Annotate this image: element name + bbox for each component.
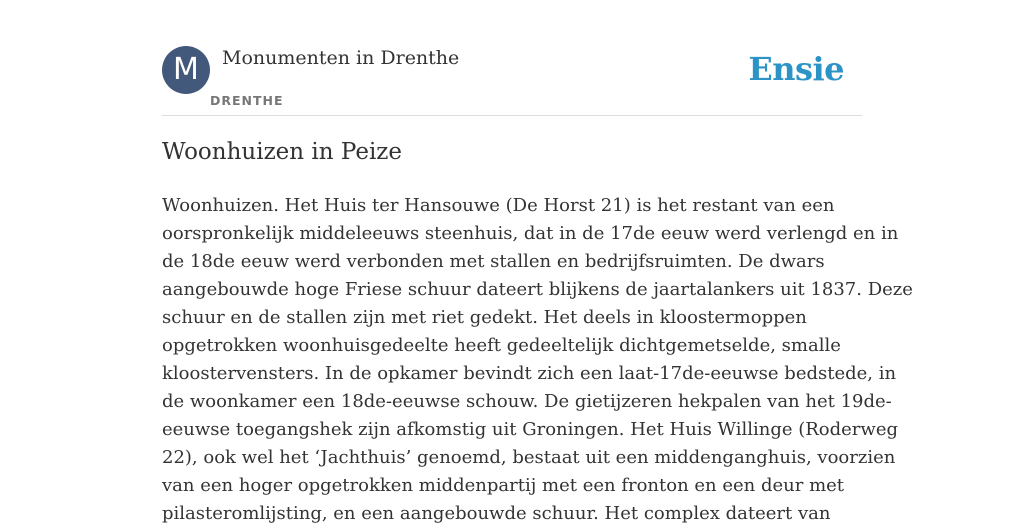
article-body bbox=[162, 192, 913, 528]
article-body-line: oorspronkelijk middeleeuws steenhuis, dat in de 17de eeuw werd verlengd en in bbox=[162, 223, 899, 244]
ensie-logo[interactable]: Ensie bbox=[748, 50, 844, 88]
source-category[interactable]: DRENTHE bbox=[210, 93, 284, 108]
avatar[interactable]: M bbox=[162, 46, 210, 94]
article-body-line: opgetrokken woonhuisgedeelte heeft gedeeltelijk dichtgemetselde, smalle bbox=[162, 335, 841, 356]
source-title[interactable]: Monumenten in Drenthe bbox=[222, 47, 460, 69]
article-body-line: eeuwse toegangshek zijn afkomstig uit Groningen. Het Huis Willinge (Roderweg bbox=[162, 419, 898, 440]
article-body-line: 22), ook wel het ‘Jachthuis’ genoemd, bestaat uit een middenganghuis, voorzien bbox=[162, 447, 896, 468]
article-body-line: van een hoger opgetrokken middenpartij met een fronton en een deur met bbox=[162, 475, 845, 496]
article-body-line: pilasteromlijsting, en een aangebouwde schuur. Het complex dateert van bbox=[162, 503, 831, 524]
article-body-line: aangebouwde hoge Friese schuur dateert blijkens de jaartalankers uit 1837. Deze bbox=[162, 279, 913, 300]
article-body-line: schuur en de stallen zijn met riet gedekt. Het deels in kloostermoppen bbox=[162, 307, 807, 328]
article-body-line: kloostervensters. In de opkamer bevindt zich een laat-17de-eeuwse bedstede, in bbox=[162, 363, 897, 384]
header-divider bbox=[162, 115, 862, 116]
article-body-line: de 18de eeuw werd verbonden met stallen en bedrijfsruimten. De dwars bbox=[162, 251, 825, 272]
article-title: Woonhuizen in Peize bbox=[162, 139, 403, 165]
article-body-line: de woonkamer een 18de-eeuwse schouw. De gietijzeren hekpalen van het 19de- bbox=[162, 391, 892, 412]
source-header bbox=[162, 46, 862, 116]
article-body-line: Woonhuizen. Het Huis ter Hansouwe (De Horst 21) is het restant van een bbox=[162, 195, 835, 216]
